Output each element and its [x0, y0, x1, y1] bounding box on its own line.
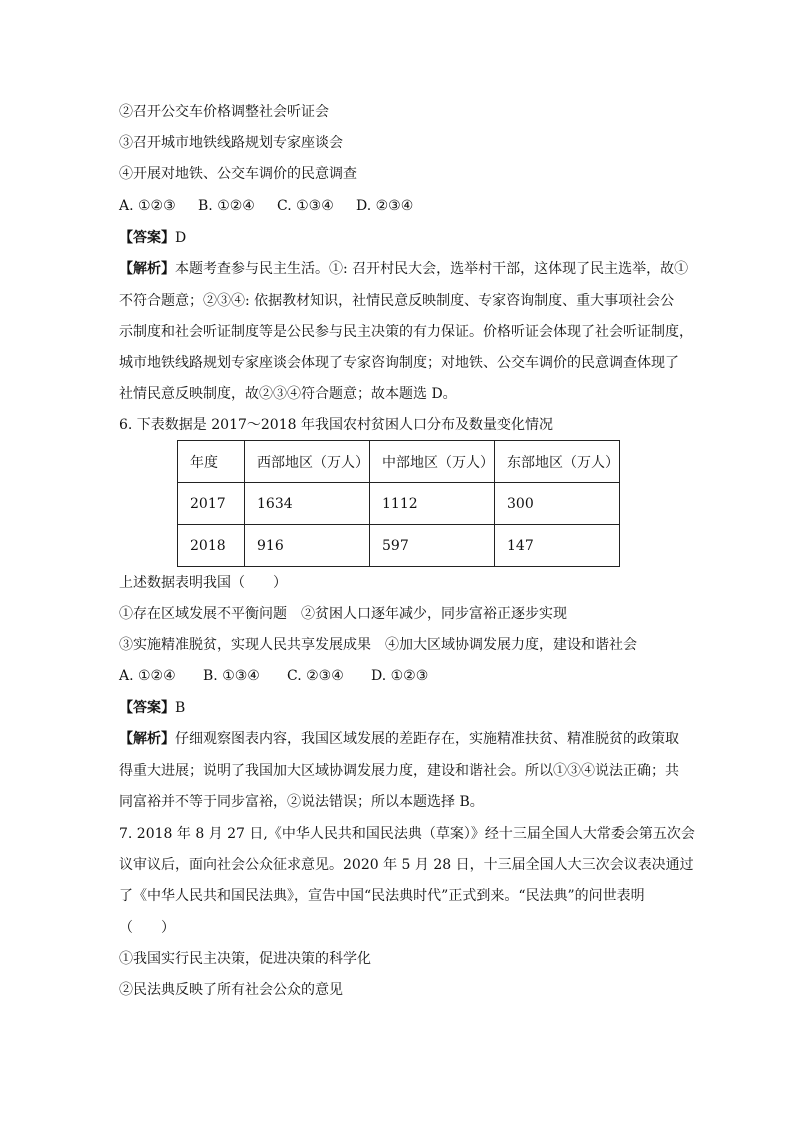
table-row — [178, 525, 620, 567]
q6-stem: 6. 下表数据是 2017～2018 年我国农村贫困人口分布及数量变化情况 — [119, 417, 553, 433]
q5-statement-3: ③召开城市地铁线路规划专家座谈会 — [119, 135, 343, 151]
table-cell: 300 — [495, 483, 620, 525]
q6-answer — [119, 698, 185, 718]
answer-value: B — [175, 700, 186, 716]
table-cell: 916 — [245, 525, 370, 567]
q7-stem-line: （ ） — [119, 920, 175, 936]
q7-statement-2: ②民法典反映了所有社会公众的意见 — [119, 982, 343, 998]
q5-option-a: A. ①②③ — [119, 198, 176, 214]
analysis-label: 【解析】 — [119, 261, 175, 277]
table-cell: 2018 — [178, 525, 245, 567]
q5-options — [119, 196, 413, 216]
q7-stem-line: 7. 2018 年 8 月 27 日,《中华人民共和国民法典（草案）》经十三届全国人大常委会第五次会 — [119, 826, 695, 842]
q5-analysis-line: 不符合题意；②③④: 依据教材知识，社情民意反映制度、专家咨询制度、重大事项社会公 — [119, 293, 675, 309]
q5-analysis-line: 社情民意反映制度，故②③④符合题意；故本题选 D。 — [119, 386, 457, 402]
table-header-cell: 西部地区（万人） — [245, 441, 370, 483]
q7-stem-line: 议审议后，面向社会公众征求意见。2020 年 5 月 28 日，十三届全国人大三次会议表决通过 — [119, 857, 694, 873]
q6-prompt: 上述数据表明我国（ ） — [119, 575, 287, 591]
q5-option-d: D. ②③④ — [356, 198, 414, 214]
table-header-cell: 年度 — [178, 441, 245, 483]
q6-option-b: B. ①③④ — [203, 668, 260, 684]
analysis-label: 【解析】 — [119, 731, 175, 747]
table-cell: 1112 — [370, 483, 495, 525]
analysis-text: 仔细观察图表内容，我国区域发展的差距存在，实施精准扶贫、精准脱贫的政策取 — [175, 731, 679, 747]
q6-option-d: D. ①②③ — [371, 668, 429, 684]
table-cell: 1634 — [245, 483, 370, 525]
q5-option-b: B. ①②④ — [198, 198, 255, 214]
q5-statement-4: ④开展对地铁、公交车调价的民意调查 — [119, 166, 357, 182]
table-cell: 147 — [495, 525, 620, 567]
table-header-cell: 东部地区（万人） — [495, 441, 620, 483]
q7-stem-line: 了《中华人民共和国民法典》，宣告中国“民法典时代”正式到来。“民法典”的问世表明 — [119, 888, 645, 904]
answer-label: 【答案】 — [119, 230, 175, 246]
poverty-data-table — [177, 440, 620, 567]
q6-options — [119, 666, 428, 686]
q6-option-a: A. ①②④ — [119, 668, 176, 684]
q5-answer — [119, 228, 186, 248]
answer-value: D — [175, 230, 187, 246]
table-header-row — [178, 441, 620, 483]
table-cell: 597 — [370, 525, 495, 567]
q6-analysis-line: 得重大进展；说明了我国加大区域协调发展力度，建设和谐社会。所以①③④说法正确；共 — [119, 763, 679, 779]
q5-statement-2: ②召开公交车价格调整社会听证会 — [119, 104, 329, 120]
q5-analysis-line: 城市地铁线路规划专家座谈会体现了专家咨询制度；对地铁、公交车调价的民意调查体现了 — [119, 355, 679, 371]
q6-analysis-line: 同富裕并不等于同步富裕，②说法错误；所以本题选择 B。 — [119, 794, 484, 810]
table-row — [178, 483, 620, 525]
q5-analysis-line: 示制度和社会听证制度等是公民参与民主决策的有力保证。价格听证会体现了社会听证制度， — [119, 324, 693, 340]
table-cell: 2017 — [178, 483, 245, 525]
q6-statements-line-1: ①存在区域发展不平衡问题 ②贫困人口逐年减少，同步富裕正逐步实现 — [119, 606, 567, 622]
answer-label: 【答案】 — [119, 700, 175, 716]
q5-analysis-line — [119, 259, 688, 279]
analysis-text: 本题考查参与民主生活。①: 召开村民大会，选举村干部，这体现了民主选举，故① — [175, 261, 689, 277]
q6-option-c: C. ②③④ — [287, 668, 344, 684]
table-header-cell: 中部地区（万人） — [370, 441, 495, 483]
q6-analysis-line — [119, 729, 679, 749]
q6-statements-line-2: ③实施精准脱贫，实现人民共享发展成果 ④加大区域协调发展力度，建设和谐社会 — [119, 637, 637, 653]
q7-statement-1: ①我国实行民主决策，促进决策的科学化 — [119, 951, 371, 967]
q5-option-c: C. ①③④ — [277, 198, 334, 214]
